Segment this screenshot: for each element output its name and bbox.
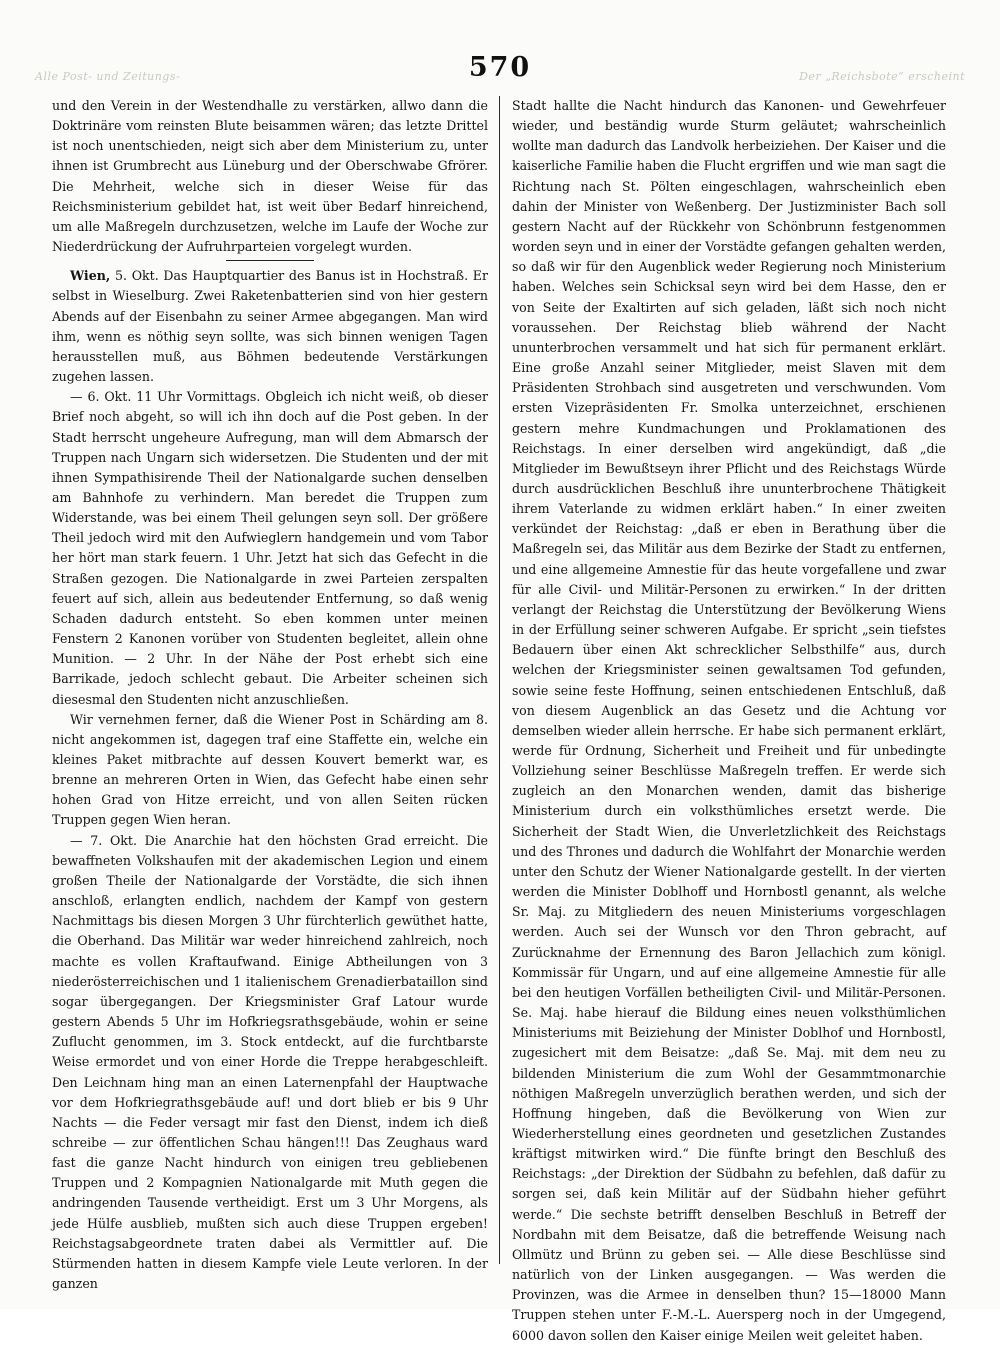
page-number: 570 <box>468 52 532 83</box>
article-paragraph: Wir vernehmen ferner, daß die Wiener Post in Schärding am 8. nicht angekommen ist, dagegen traf eine Staffette ein, welche ein kleines Paket mitbrachte auf dessen Kouvert bemerkt war, es brenne an mehreren Orten in Wien, das Gefecht habe einen sehr hohen Grad von Hitze erreicht, und von allen Seiten rücken Truppen gegen Wien heran. <box>52 711 488 828</box>
article-paragraph <box>52 266 488 387</box>
bleed-through-header-right: Der „Reichsbote“ erscheint <box>799 70 965 83</box>
left-column <box>52 96 488 1294</box>
article-paragraph: — 6. Okt. 11 Uhr Vormittags. Obgleich ich nicht weiß, ob dieser Brief noch abgeht, so will ich ihn doch auf die Post geben. In der Stadt herrscht ungeheure Aufregung, man will dem Abmarsch der Truppen nach Ungarn sich widersetzen. Die Studenten und der mit ihnen Sympathisirende Theil der Nationalgarde suchen denselben am Bahnhofe zu verhindern. Man beredet die Truppen zum Widerstande, was bei einem Theil gelungen seyn soll. Der größere Theil jedoch wird mit den Aufwieglern handgemein und vom Tabor her hört man stark feuern. 1 Uhr. Jetzt hat sich das Gefecht in die Straßen gezogen. Die Nationalgarde in zwei Parteien zerspalten feuert auf sich, allein aus bedeutender Entfernung, so daß wenig Schaden dadurch entsteht. So eben kommen unter meinen Fenstern 2 Kanonen vorüber von Studenten begleitet, allein ohne Munition. — 2 Uhr. In der Nähe der Post erhebt sich eine Barrikade, jedoch schlecht gebaut. Die Arbeiter scheinen sich diesesmal den Studenten nicht anzuschließen. <box>52 389 488 707</box>
column-rule <box>499 96 500 1264</box>
article-text: 5. Okt. Das Hauptquartier des Banus ist in Hochstraß. Er selbst in Wieselburg. Zwei Raketenbatterien sind von hier gestern Abends auf der Eisenbahn zu seiner Armee abgegangen. Man wird ihm, wenn es nöthig seyn sollte, was sich binnen wenigen Tagen herausstellen muß, aus Böhmen bedeutende Verstärkungen zugehen lassen. <box>52 268 488 385</box>
dateline-place: Wien, <box>70 268 111 284</box>
article-paragraph: und den Verein in der Westendhalle zu verstärken, allwo dann die Doktrinäre vom reinsten Blute beisammen wären; das letzte Drittel ist noch unentschieden, neigt sich aber dem Ministerium zu, unter ihnen ist Grumbrecht aus Lüneburg und der Oberschwabe Gfrörer. Die Mehrheit, welche sich in dieser Weise für das Reichsministerium gebildet hat, ist weit über Bedarf hinreichend, um alle Maßregeln durchzusetzen, welche im Laufe der Woche zur Niederdrückung der Aufruhrparteien vorgelegt wurden. <box>52 98 488 255</box>
right-column <box>512 96 946 1346</box>
article-paragraph: — 7. Okt. Die Anarchie hat den höchsten Grad erreicht. Die bewaffneten Volkshaufen mit der akademischen Legion und einem großen Theile der Nationalgarde der Vorstädte, die sich ihnen anschloß, erlangten endlich, nachdem der Kampf von gestern Nachmittags bis diesen Morgen 3 Uhr fürchterlich gewüthet hatte, die Oberhand. Das Militär war weder hinreichend zahlreich, noch machte es vollen Kraftaufwand. Einige Abtheilungen von 3 niederösterreichischen und 1 italienischem Grenadierbataillon sind sogar übergegangen. Der Kriegsminister Graf Latour wurde gestern Abends 5 Uhr im Hofkriegsrathsgebäude, wohin er seine Zuflucht genommen, im 3. Stock entdeckt, auf die furchtbarste Weise ermordet und von einer Horde die Treppe herabgeschleift. Den Leichnam hing man an einen Laternenpfahl der Hauptwache vor dem Hofkriegrathsgebäude auf! und dort blieb er bis 9 Uhr Nachts — die Feder versagt mir fast den Dienst, indem ich dieß schreibe — zur öffentlichen Schau hängen!!! Das Zeughaus ward fast die ganze Nacht hindurch von einigen treu gebliebenen Truppen und 2 Kompagnien Nationalgarde mit Muth gegen die andringenden Tausende vertheidigt. Erst um 3 Uhr Morgens, als jede Hülfe ausblieb, mußten sich auch diese Truppen ergeben! Reichstagsabgeordnete traten dabei als Vermittler auf. Die Stürmenden hatten in diesem Kampfe viele Leute verloren. In der ganzen <box>52 832 488 1292</box>
article-paragraph: Stadt hallte die Nacht hindurch das Kanonen- und Gewehrfeuer wieder, und beständig wurde Sturm geläutet; wahrscheinlich wollte man dadurch das Landvolk herbeiziehen. Der Kaiser und die kaiserliche Familie haben die Flucht ergriffen und wie man sagt die Richtung nach St. Pölten eingeschlagen, wahrscheinlich eben dahin der Minister von Weßenberg. Der Justizminister Bach soll gestern Nacht auf der Rückkehr von Schönbrunn festgenommen worden seyn und in einer der Vorstädte gefangen gehalten werden, so daß wir für den Augenblick weder Regierung noch Ministerium haben. Welches sein Schicksal seyn wird bei dem Hasse, den er von Seite der Exaltirten auf sich geladen, läßt sich noch nicht voraussehen. Der Reichstag blieb während der Nacht ununterbrochen versammelt und hat sich für permanent erklärt. Eine große Anzahl seiner Mitglieder, meist Slaven mit dem Präsidenten Strohbach sind ausgetreten und verschwunden. Vom ersten Vizepräsidenten Fr. Smolka unterzeichnet, erschienen gestern mehre Kundmachungen und Proklamationen des Reichstags. In einer derselben wird angekündigt, daß „die Mitglieder im Bewußtseyn ihrer Pflicht und des Reichstags Würde durch ausdrücklichen Beschluß ihre ununterbrochene Thätigkeit ihrem Vaterlande zu widmen erklärt haben.“ In einer zweiten verkündet der Reichstag: „daß er eben in Berathung über die Maßregeln sei, das Militär aus dem Bezirke der Stadt zu entfernen, und eine allgemeine Amnestie für das heute vorgefallene und zwar für alle Civil- und Militär-Personen zu erwirken.“ In der dritten verlangt der Reichstag die Unterstützung der Bevölkerung Wiens in der Erfüllung seiner schweren Aufgabe. Er spricht „sein tiefstes Bedauern über einen Akt schrecklicher Selbsthilfe“ aus, durch welchen der Kriegsminister seinen gewaltsamen Tod gefunden, sowie seine feste Hoffnung, seinen entschiedenen Entschluß, daß von diesem Augenblick an das Gesetz und die Achtung vor demselben wieder allein herrsche. Er habe sich permanent erklärt, werde für Ordnung, Sicherheit und Freiheit und für unbedingte Vollziehung seiner Beschlüsse Maßregeln treffen. Er werde sich zugleich an den Monarchen wenden, damit das bisherige Ministerium durch ein volksthümliches ersetzt werde. Die Sicherheit der Stadt Wien, die Unverletzlichkeit des Reichstags und des Thrones und dadurch die Wohlfahrt der Monarchie werden unter den Schutz der Wiener Nationalgarde gestellt. In der vierten werden die Minister Doblhoff und Hornbostl genannt, als welche Sr. Maj. zu Mitgliedern des neuen Ministeriums vorgeschlagen werden. Auch sei der Wunsch vor den Thron gebracht, auf Zurücknahme der Ernennung des Baron Jellachich zum königl. Kommissär für Ungarn, und auf eine allgemeine Amnestie für alle bei den heutigen Vorfällen betheiligten Civil- und Militär-Personen. Se. Maj. habe hierauf die Bildung eines neuen volksthümlichen Ministeriums mit Beiziehung der Minister Doblhof und Hornbostl, zugesichert mit dem Beisatze: „daß Se. Maj. mit dem neu zu bildenden Ministerium die zum Wohl der Gesammtmonarchie nöthigen Maßregeln unverzüglich berathen werden, und sich der Hoffnung hingeben, daß die Bevölkerung von Wien zur Wiederherstellung eines geordneten und gesetzlichen Zustandes kräftigst mitwirken wird.“ Die fünfte bringt den Beschluß des Reichstags: „der Direktion der Südbahn zu befehlen, daß dafür zu sorgen sei, daß kein Militär auf der Südbahn hieher geführt werde.“ Die sechste betrifft denselben Beschluß in Betreff der Nordbahn mit dem Beisatze, daß die betreffende Weisung nach Ollmütz und Brünn zu geben sei. — Alle diese Beschlüsse sind natürlich von der Linken ausgegangen. — Was werden die Provinzen, was die Armee in denselben thun? 15—18000 Mann Truppen stehen unter F.-M.-L. Auersperg noch in der Umgegend, 6000 davon sollen den Kaiser einige Meilen weit geleitet haben. <box>512 98 946 1343</box>
bleed-through-header-left: Alle Post- und Zeitungs- <box>35 70 181 83</box>
section-divider <box>226 260 314 261</box>
